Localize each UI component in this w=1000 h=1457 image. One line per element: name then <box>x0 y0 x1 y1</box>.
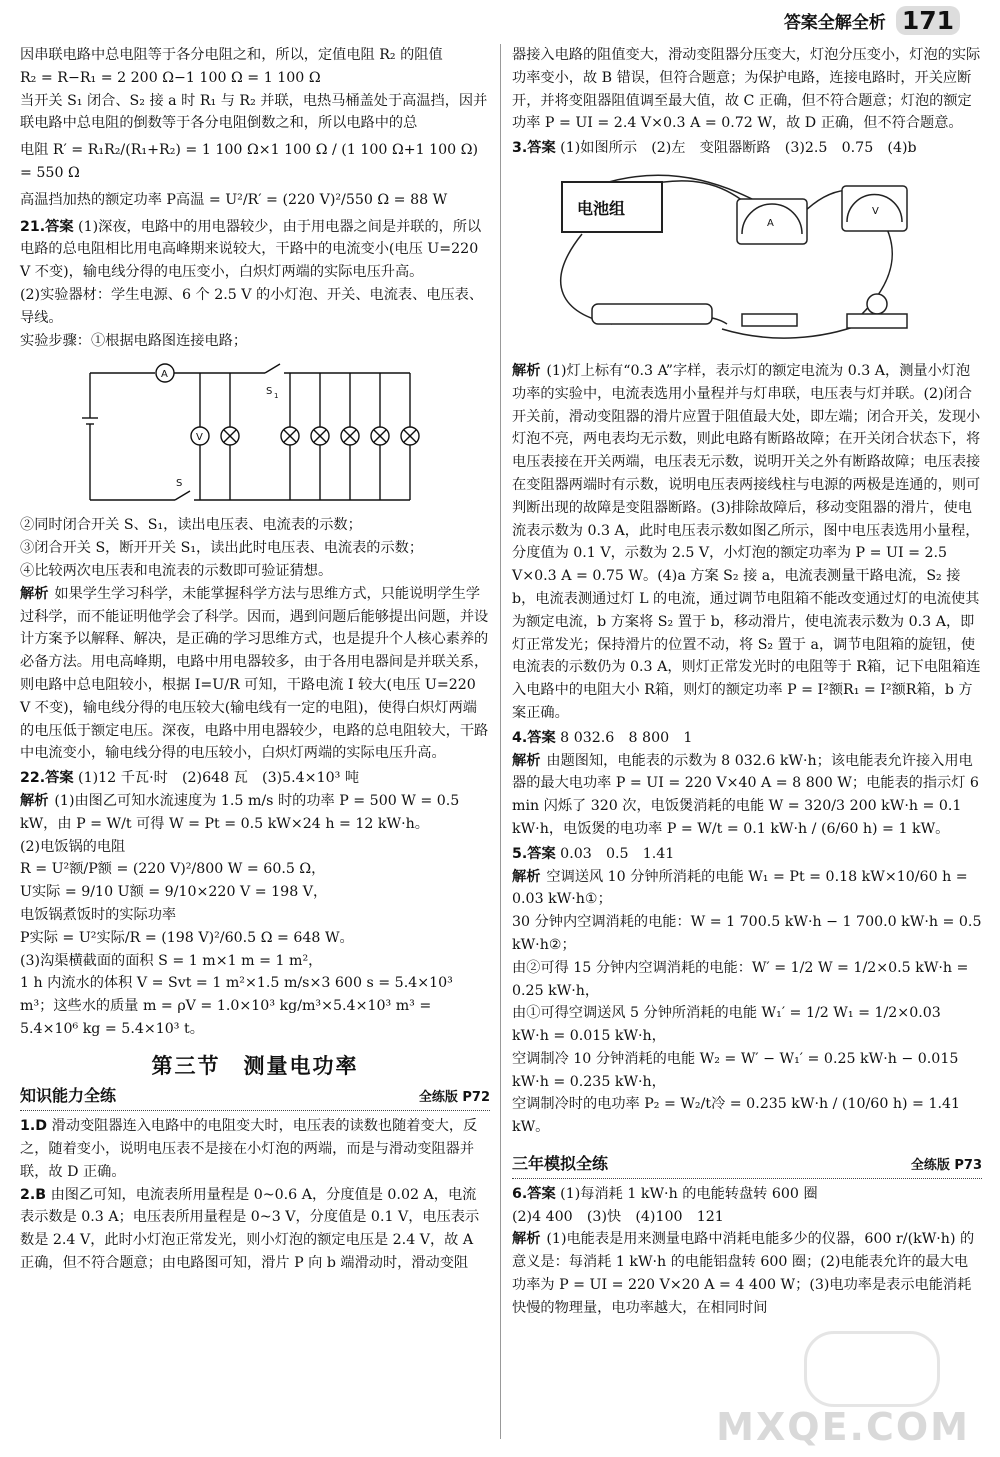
analysis-tag: 解析 <box>512 1231 541 1248</box>
svg-text:V: V <box>196 432 203 444</box>
question-number: 4. <box>512 729 528 746</box>
text-line: (3)沟渠横截面的面积 S = 1 m×1 m = 1 m²， <box>20 952 323 969</box>
question-number: 22. <box>20 770 46 787</box>
question-6 <box>512 1183 982 1206</box>
analysis <box>512 750 982 841</box>
answer-tag: 答案 <box>527 1185 556 1202</box>
question-4 <box>512 727 982 750</box>
text-line: 空调制冷时的电功率 P₂ = W₂/t冷 = 0.235 kW·h / (10/60 h) = 1.41 kW。 <box>512 1096 961 1136</box>
question-2 <box>20 1184 490 1275</box>
question-number: 6. <box>512 1185 528 1202</box>
text-line: 器接入电路的阻值变大，滑动变阻器分压变大，灯泡分压变小，灯泡的实际功率变小，故 B 错误，但符合题意；为保护电路，连接电路时，开关应断开，并将变阻器阻值调至最大值，故 C 正确，但不符合题意；灯泡的额定功率 P = UI = 2.4 V×0.3 A = 0.72 W，故 D 正确，但不符合题意。 <box>512 47 981 132</box>
text-line: ②同时闭合开关 S、S₁，读出电压表、电流表的示数； <box>20 517 362 534</box>
formula-line: 电阻 R′ = R₁R₂/(R₁+R₂) = 1 100 Ω×1 100 Ω / (1 100 Ω+1 100 Ω) = 550 Ω <box>20 142 479 181</box>
text-line: (2)电饭锅的电阻 <box>20 838 126 855</box>
analysis-text: 如果学生学习科学，未能掌握科学方法与思维方式，只能说明学生学过科学，而不能证明他学会了科学。因而，遇到问题后能够提出问题，并设计方案予以解释、解决，是正确的学习思维方式，也是提升个人核心素养的必备方法。用电高峰期，电路中用电器较多，由于各用电器间是并联关系，则电路中总电阻较小，根据 I=U/R 可知，干路电流 I 较大(电压 U=220 V 不变)，输电线分得的电压较大(输电线有一定的电阻)，使得白炽灯两端的电压低于额定电压。深夜，电路中用电器较少，电路的总电阻较大，干路中电流变小，输电线分得的电压较小，白炽灯两端的实际电压升高。 <box>20 585 489 762</box>
circuit-photo <box>542 164 922 354</box>
text-line: 因串联电路中总电阻等于各分电阻之和，所以，定值电阻 R₂ 的阻值 <box>20 47 443 63</box>
section-title: 第三节 测量电功率 <box>151 1053 359 1078</box>
exercise-bar-title: 三年模拟全练 <box>512 1154 609 1174</box>
text-line: 由②可得 15 分钟内空调消耗的电能：W′ = 1/2 W = 1/2×0.5 kW·h = 0.25 kW·h， <box>512 959 969 999</box>
page-number: 171 <box>896 6 960 35</box>
analysis-tag: 解析 <box>20 792 49 809</box>
answer-text: (1)12 千瓦·时 (2)648 瓦 (3)5.4×10³ 吨 <box>78 770 360 787</box>
answer-tag: 答案 <box>527 845 556 862</box>
watermark: MXQE.COM <box>716 1405 970 1449</box>
text-line: 30 分钟内空调消耗的电能：W = 1 700.5 kW·h − 1 700.0 kW·h = 0.5 kW·h②； <box>512 914 982 953</box>
analysis <box>512 866 982 912</box>
right-column <box>512 44 982 1320</box>
answer-text: (1)每消耗 1 kW·h 的电能转盘转 600 圈 <box>560 1185 818 1202</box>
text-line: (2)4 400 (3)快 (4)100 121 <box>512 1208 724 1225</box>
question-number: 5. <box>512 845 528 862</box>
text-line: ③闭合开关 S，断开开关 S₁，读出此时电压表、电流表的示数； <box>20 540 424 557</box>
exercise-bar <box>20 1085 490 1111</box>
question-number: 1.D <box>20 1118 48 1135</box>
text-line: 实验步骤：①根据电路图连接电路； <box>20 332 248 349</box>
question-3 <box>512 137 982 160</box>
svg-text:A: A <box>161 369 168 381</box>
battery-label: 电池组 <box>577 198 626 218</box>
exercise-bar-title: 知识能力全练 <box>20 1086 117 1106</box>
question-number: 3. <box>512 140 528 157</box>
svg-text:S: S <box>176 478 183 490</box>
analysis <box>20 790 490 836</box>
question-number: 2.B <box>20 1186 47 1203</box>
answer-text: (1)如图所示 (2)左 变阻器断路 (3)2.5 0.75 (4)b <box>560 140 917 157</box>
analysis-text: (1)由图乙可知水流速度为 1.5 m/s 时的功率 P = 500 W = 0.5 kW，由 P = W/t 可得 W = Pt = 0.5 kW×24 h = 12 kW·h。 <box>20 792 460 832</box>
question-21 <box>20 216 490 284</box>
svg-text:S: S <box>266 386 273 398</box>
svg-text:1: 1 <box>274 392 279 401</box>
analysis <box>512 1228 982 1319</box>
analysis-tag: 解析 <box>512 868 541 885</box>
answer-tag: 答案 <box>45 218 74 235</box>
analysis-text: 空调送风 10 分钟所消耗的电能 W₁ = Pt = 0.18 kW×10/60 h = 0.03 kW·h①； <box>512 868 968 908</box>
text-line: 空调制冷 10 分钟消耗的电能 W₂ = W′ − W₁′ = 0.25 kW·h − 0.015 kW·h = 0.235 kW·h， <box>512 1050 959 1090</box>
text-line: 电饭锅煮饭时的实际功率 <box>20 906 177 923</box>
exercise-bar-ref: 全练版 P73 <box>910 1158 982 1174</box>
answer-text: 由图乙可知，电流表所用量程是 0~0.6 A，分度值是 0.02 A，电流表示数是 0.3 A；电压表所用量程是 0~3 V，分度值是 0.1 V，电压表示数是 2.4 V，此时小灯泡正常发光，则小灯泡的额定电压是 2.4 V，故 A 正确，但不符合题意；由电路图可知，滑片 P 向 b 端滑动时，滑动变阻 <box>20 1186 480 1272</box>
answer-tag: 答案 <box>527 729 556 746</box>
svg-text:V: V <box>872 205 879 217</box>
text-line: ④比较两次电压表和电流表的示数即可验证猜想。 <box>20 562 333 579</box>
text-line: 1 h 内流水的体积 V = Svt = 1 m²×1.5 m/s×3 600 s = 5.4×10³ m³；这些水的质量 m = ρV = 1.0×10³ kg/m³×5.4×10³ m³ = 5.4×10⁶ kg = 5.4×10³ t。 <box>20 975 453 1037</box>
question-number: 21. <box>20 218 46 235</box>
page-header <box>784 4 960 36</box>
answer-text: 滑动变阻器连入电路中的电阻变大时，电压表的读数也随着变大，反之，随着变小，说明电压表不是接在小灯泡的两端，而是与滑动变阻器并联，故 D 正确。 <box>20 1118 478 1180</box>
text-line: (2)实验器材：学生电源、6 个 2.5 V 的小灯泡、开关、电流表、电压表、导线。 <box>20 286 484 326</box>
analysis-tag: 解析 <box>512 752 541 769</box>
exercise-bar <box>512 1153 982 1179</box>
answer-text: 0.03 0.5 1.41 <box>560 845 675 862</box>
watermark-stamp <box>804 1331 940 1407</box>
text-line: 当开关 S₁ 闭合、S₂ 接 a 时 R₁ 与 R₂ 并联，电热马桶盖处于高温挡，因并联电路中总电阻的倒数等于各分电阻倒数之和，所以电路中的总 <box>20 92 488 132</box>
analysis-text: (1)灯上标有“0.3 A”字样，表示灯的额定电流为 0.3 A，测量小灯泡功率的实验中，电流表选用小量程并与灯串联，电压表与灯并联。(2)闭合开关前，滑动变阻器的滑片应置于阻值最大处，即左端；闭合开关，发现小灯泡不亮，两电表均无示数，则此电路有断路故障；在开关闭合状态下，将电压表接在开关两端，电压表无示数，说明开关之外有断路故障；电压表接在变阻器两端时有示数，说明电压表两接线柱与电源的两极是连通的，则可判断出现的故障是变阻器断路。(3)排除故障后，移动变阻器的滑片，使电流表示数为 0.3 A，此时电压表示数如图乙所示，图中电压表选用小量程，分度值为 0.1 V，示数为 2.5 V，小灯泡的额定功率为 P = UI = 2.5 V×0.3 A = 0.75 W。(4)a 方案 S₂ 接 a，电流表测量干路电流，S₂ 接 b，电流表测通过灯 L 的电流，通过调节电阻箱不能改变通过灯的电流使其为额定电流，b 方案将 S₂ 置于 b，移动滑片，使电流表示数为 0.3 A，即灯正常发光；保持滑片的位置不动，将 S₂ 置于 a，调节电阻箱的旋钮，使电流表的示数仍为 0.3 A，则灯正常发光时的电阻等于 R箱，记下电阻箱连入电路中的电阻大小 R箱，则灯的额定功率 P = I²额R₁ = I²额R箱，b 方案正确。 <box>512 362 981 721</box>
formula-line: P实际 = U²实际/R = (198 V)²/60.5 Ω = 648 W。 <box>20 929 354 946</box>
header-label: 答案全解全析 <box>783 12 886 33</box>
svg-text:A: A <box>767 217 774 229</box>
answer-tag: 答案 <box>45 770 74 787</box>
analysis-tag: 解析 <box>512 362 541 379</box>
answer-tag: 答案 <box>527 140 556 157</box>
formula-line: U实际 = 9/10 U额 = 9/10×220 V = 198 V， <box>20 884 328 901</box>
exercise-bar-ref: 全练版 P72 <box>418 1090 490 1106</box>
text-line: 由①可得空调送风 5 分钟所消耗的电能 W₁′ = 1/2 W₁ = 1/2×0.03 kW·h = 0.015 kW·h， <box>512 1005 941 1045</box>
left-column <box>20 44 490 1275</box>
analysis <box>512 360 982 725</box>
analysis-text: (1)电能表是用来测量电路中消耗电能多少的仪器，600 r/(kW·h) 的意义是：每消耗 1 kW·h 的电能铝盘转 600 圈；(2)电能表允许的最大电功率为 P = UI = 220 V×20 A = 4 400 W；(3)电功率是表示电能消耗快慢的物理量，电功率越大，在相同时间 <box>512 1231 975 1316</box>
text-line: R₂ = R−R₁ = 2 200 Ω−1 100 Ω = 1 100 Ω <box>20 69 321 86</box>
question-5 <box>512 843 982 866</box>
question-22 <box>20 767 490 790</box>
answer-text: (1)深夜，电路中的用电器较少，由于用电器之间是并联的，所以电路的总电阻相比用电高峰期来说较大，干路中的电流变小(电压 U=220 V 不变)，输电线分得的电压变小，白炽灯两端的实际电压升高。 <box>20 218 482 281</box>
analysis-text: 由题图知，电能表的示数为 8 032.6 kW·h；该电能表允许接入用电器的最大电功率 P = UI = 220 V×40 A = 8 800 W；电能表的指示灯 6 min 闪烁了 320 次，电饭煲消耗的电能 W = 320/3 200 kW·h = 0.1 kW·h，电饭煲的电功率 P = W/t = 0.1 kW·h / (6/60 h) = 1 kW。 <box>512 752 979 837</box>
parallel-circuit-diagram <box>80 358 420 508</box>
formula-line: R = U²额/P额 = (220 V)²/800 W = 60.5 Ω， <box>20 861 326 878</box>
question-1 <box>20 1115 490 1183</box>
analysis-tag: 解析 <box>20 585 49 602</box>
analysis <box>20 583 490 765</box>
formula-line: 高温挡加热的额定功率 P高温 = U²/R′ = (220 V)²/550 Ω = 88 W <box>20 191 448 208</box>
answer-text: 8 032.6 8 800 1 <box>560 729 693 746</box>
column-divider <box>500 44 501 1439</box>
